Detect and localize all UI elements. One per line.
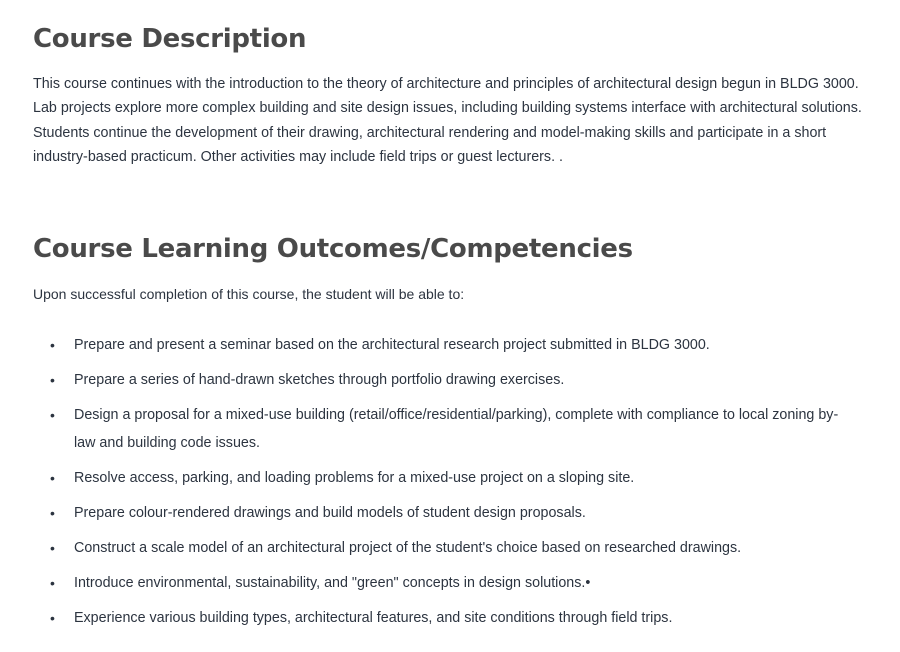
- list-item-text: Resolve access, parking, and loading problems for a mixed-use project on a sloping site.: [74, 470, 635, 486]
- bullet-icon: •: [50, 337, 55, 353]
- list-item: [33, 604, 853, 632]
- learning-outcomes-list: [33, 331, 853, 639]
- bullet-icon: •: [50, 470, 55, 486]
- list-item: [33, 401, 853, 457]
- list-item-text: Prepare and present a seminar based on the architectural research project submitted in BLDG 3000.: [74, 337, 710, 353]
- list-item: [33, 331, 853, 359]
- list-item: [33, 366, 853, 394]
- list-item-text: Construct a scale model of an architectural project of the student's choice based on researched drawings.: [74, 540, 742, 556]
- list-item-text: Prepare colour-rendered drawings and build models of student design proposals.: [74, 505, 586, 521]
- list-item: [33, 499, 853, 527]
- learning-outcomes-intro: Upon successful completion of this course, the student will be able to:: [33, 286, 465, 302]
- list-item-text: Experience various building types, architectural features, and site conditions through field trips.: [74, 610, 673, 626]
- bullet-icon: •: [50, 575, 55, 591]
- bullet-icon: •: [50, 610, 55, 626]
- course-description-text: This course continues with the introduction to the theory of architecture and principles of architectural design begun in BLDG 3000. Lab projects explore more complex building and site design issues, including building systems interface with architectural solutions. Students continue the development of their drawing, architectural rendering and model-making skills and participate in a short industry-based practicum. Other activities may include field trips or guest lecturers. .: [33, 76, 862, 165]
- list-item-text: Design a proposal for a mixed-use building (retail/office/residential/parking), complete with compliance to local zoning by-law and building code issues.: [74, 407, 839, 451]
- list-item: [33, 464, 853, 492]
- list-item-text: Introduce environmental, sustainability, and "green" concepts in design solutions.•: [74, 575, 591, 591]
- bullet-icon: •: [50, 540, 55, 556]
- learning-outcomes-heading: Course Learning Outcomes/Competencies: [33, 234, 633, 264]
- list-item: [33, 534, 853, 562]
- bullet-icon: •: [50, 407, 55, 423]
- bullet-icon: •: [50, 372, 55, 388]
- bullet-icon: •: [50, 505, 55, 521]
- course-description-heading: Course Description: [33, 24, 307, 54]
- list-item: [33, 569, 853, 597]
- list-item-text: Prepare a series of hand-drawn sketches through portfolio drawing exercises.: [74, 372, 565, 388]
